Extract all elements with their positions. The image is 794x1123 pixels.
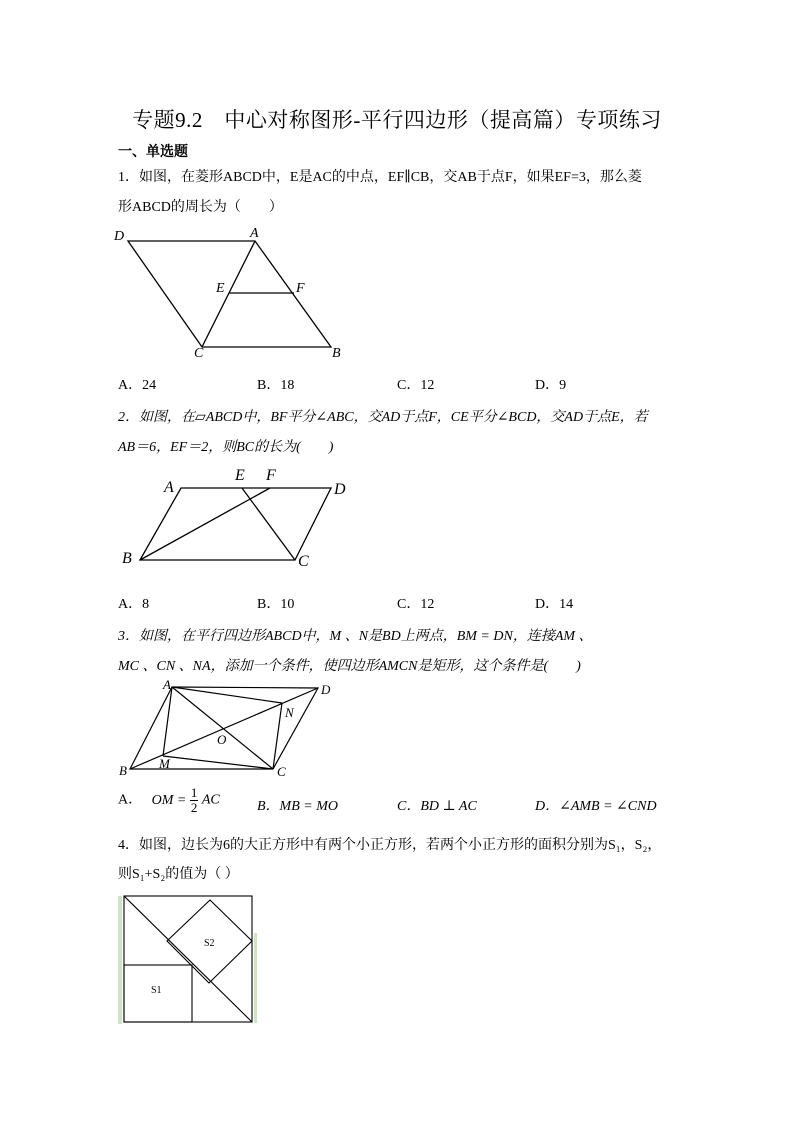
q1-option-b[interactable]: B．18 [257, 378, 295, 393]
q2-text-line2: AB＝6，EF＝2，则BC的长为( ) [118, 440, 334, 455]
q3-text-line1: 3．如图，在平行四边形ABCD中，M 、N是BD上两点，BM = DN，连接AM 、 [118, 629, 593, 644]
q4-label-s2: S2 [204, 938, 215, 949]
q1-label-b: B [332, 346, 341, 361]
q3-option-a-right: AC [201, 792, 220, 808]
q2-option-c[interactable]: C．12 [397, 597, 435, 612]
q3-segment-am [163, 687, 172, 756]
q3-option-d[interactable]: D．∠AMB = ∠CND [535, 799, 657, 814]
q2-option-b[interactable]: B．10 [257, 597, 295, 612]
q4-text-line1: 4．如图，边长为6的大正方形中有两个小正方形，若两个小正方形的面积分别为S₁，S₂， [118, 838, 662, 853]
q1-label-a: A [250, 226, 259, 241]
q2-label-d: D [334, 481, 346, 498]
q3-label-o: O [217, 732, 227, 747]
q1-label-e: E [216, 281, 225, 296]
page-title: 专题9.2 中心对称图形-平行四边形（提高篇）专项练习 [132, 108, 662, 132]
q3-option-a-numerator: 1 [190, 785, 198, 800]
q2-option-d[interactable]: D．14 [535, 597, 574, 612]
q2-label-b: B [122, 550, 132, 567]
q1-option-c[interactable]: C．12 [397, 378, 435, 393]
q2-label-e: E [235, 467, 245, 484]
q1-option-d[interactable]: D．9 [535, 378, 567, 393]
q2-segment-ce [242, 488, 295, 560]
q1-text-line1: 1．如图，在菱形ABCD中，E是AC的中点，EF∥CB，交AB于点F，如果EF=3，那么菱 [118, 170, 642, 185]
q4-right-edge-shade [254, 933, 257, 1023]
q1-option-a[interactable]: A．24 [118, 378, 157, 393]
q1-rhombus-figure [110, 222, 360, 367]
section-heading: 一、单选题 [118, 145, 188, 160]
q2-label-c: C [298, 553, 309, 570]
q4-left-edge-shade [118, 896, 122, 1024]
q3-label-c: C [277, 764, 286, 779]
q3-label-d: D [321, 682, 331, 697]
q3-parallelogram-figure [116, 678, 346, 782]
q4-text-line2: 则S₁+S₂的值为（ ） [118, 867, 239, 882]
q3-label-m: M [159, 756, 170, 771]
q3-segment-mc [163, 756, 273, 769]
q3-option-a[interactable] [118, 786, 220, 815]
q3-label-a: A [163, 677, 171, 692]
q3-option-b[interactable]: B．MB = MO [257, 799, 338, 814]
q3-option-a-prefix: A． [118, 792, 143, 808]
q2-label-a: A [164, 479, 174, 496]
q1-label-d: D [114, 229, 125, 244]
q1-text-line2: 形ABCD的周长为（ ） [118, 200, 283, 215]
q3-option-a-fraction [190, 786, 199, 815]
q2-parallelogram-shape [140, 488, 331, 560]
q3-label-n: N [285, 705, 294, 720]
q1-label-f: F [296, 281, 305, 296]
q3-segment-cn [273, 703, 282, 769]
q4-squares-figure [118, 893, 260, 1027]
q1-diagonal-ac [202, 241, 255, 347]
q1-label-c: C [194, 346, 204, 361]
q2-parallelogram-figure [118, 462, 358, 572]
q2-text-line1: 2．如图，在▱ABCD中，BF平分∠ABC，交AD于点F，CE平分∠BCD，交AD于点E，若 [118, 410, 648, 425]
q3-text-line2: MC 、CN 、NA，添加一个条件，使四边形AMCN是矩形，这个条件是( ) [118, 659, 581, 674]
q3-option-a-left: OM = [151, 792, 187, 808]
q3-option-c[interactable]: C．BD ⊥ AC [397, 799, 477, 814]
q2-label-f: F [266, 467, 276, 484]
q3-label-b: B [119, 763, 127, 778]
q4-label-s1: S1 [151, 985, 162, 996]
q2-option-a[interactable]: A．8 [118, 597, 150, 612]
q3-option-a-denominator: 2 [190, 800, 198, 815]
